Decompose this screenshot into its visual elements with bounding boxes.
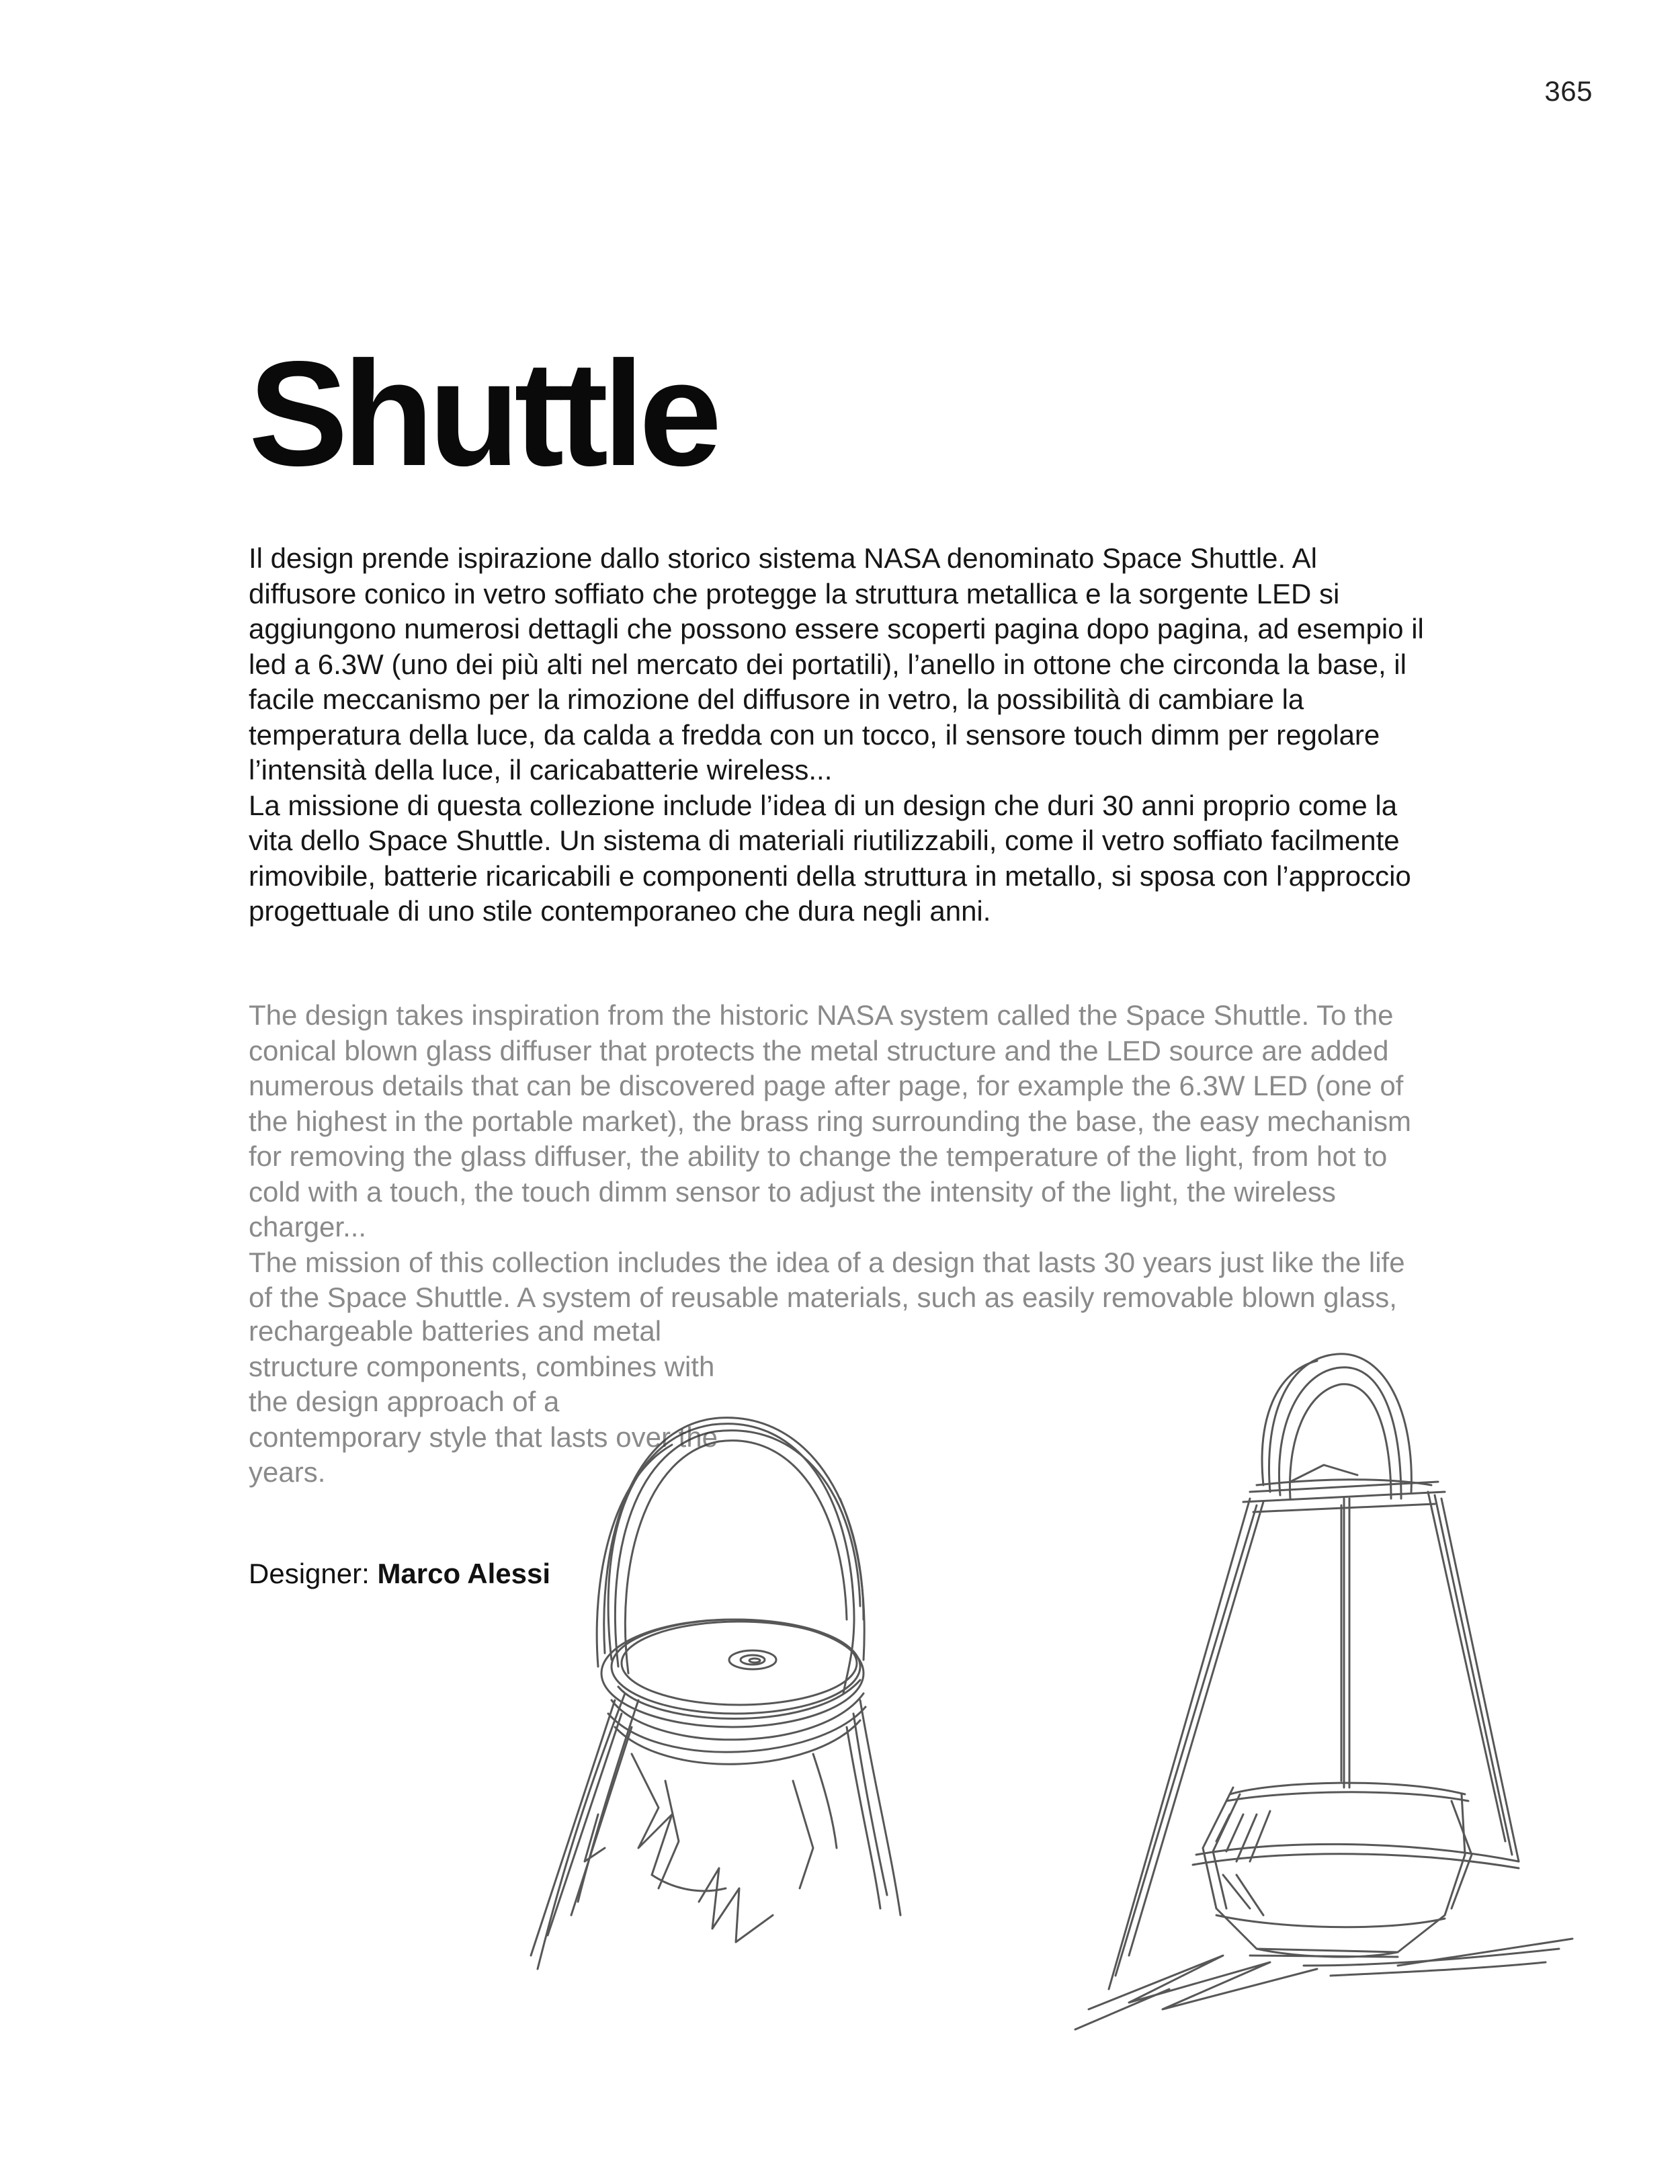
italian-paragraph-1: Il design prende ispirazione dallo storico sistema NASA denominato Space Shuttle. Al diffusore conico in vetro soffiato che protegge la struttura metallica e la sorgente LED si aggiungono numerosi dettagli che possono essere scoperti pagina dopo pagina, ad esempio il led a 6.3W (uno dei più alti nel mercato dei portatili), l’anello in ottone che circonda la base, il facile meccanismo per la rimozione del diffusore in vetro, la possibilità di cambiare la temperatura della luce, da calda a fredda con un tocco, il sensore touch dimm per regolare l’intensità della luce, il caricabatterie wireless... — [249, 542, 1424, 786]
designer-name: Marco Alessi — [377, 1558, 550, 1589]
designer-label: Designer: — [249, 1558, 370, 1589]
english-paragraph-2-tail: rechargeable batteries and metal structure components, combines with the design approach of a contemporary style that lasts over the years. — [249, 1315, 718, 1488]
english-paragraph-2-head: The mission of this collection includes the idea of a design that lasts 30 years just like the life of the Space Shuttle. A system of reusable materials, such as easily removable blown glass, — [249, 1246, 1405, 1313]
italian-description — [249, 541, 1431, 929]
page-number: 365 — [1544, 75, 1593, 107]
english-description — [249, 998, 1431, 1316]
lamp-sketch-cone-icon — [1048, 1331, 1586, 2036]
lamp-sketch-handle-icon — [497, 1378, 1008, 1996]
english-paragraph-1: The design takes inspiration from the historic NASA system called the Space Shuttle. To the conical blown glass diffuser that protects the metal structure and the LED source are added numerous details that can be discovered page after page, for example the 6.3W LED (one of the highest in the portable market), the brass ring surrounding the base, the easy mechanism for removing the glass diffuser, the ability to change the temperature of the light, from hot to cold with a touch, the touch dimm sensor to adjust the intensity of the light, the wireless charger... — [249, 999, 1411, 1243]
page-title: Shuttle — [249, 331, 717, 497]
italian-paragraph-2: La missione di questa collezione include l’idea di un design che duri 30 anni proprio come la vita dello Space Shuttle. Un sistema di materiali riutilizzabili, come il vetro soffiato facilmente rimovibile, batterie ricaricabili e componenti della struttura in metallo, si sposa con l’approccio progettuale di uno stile contemporaneo che dura negli anni. — [249, 789, 1411, 927]
